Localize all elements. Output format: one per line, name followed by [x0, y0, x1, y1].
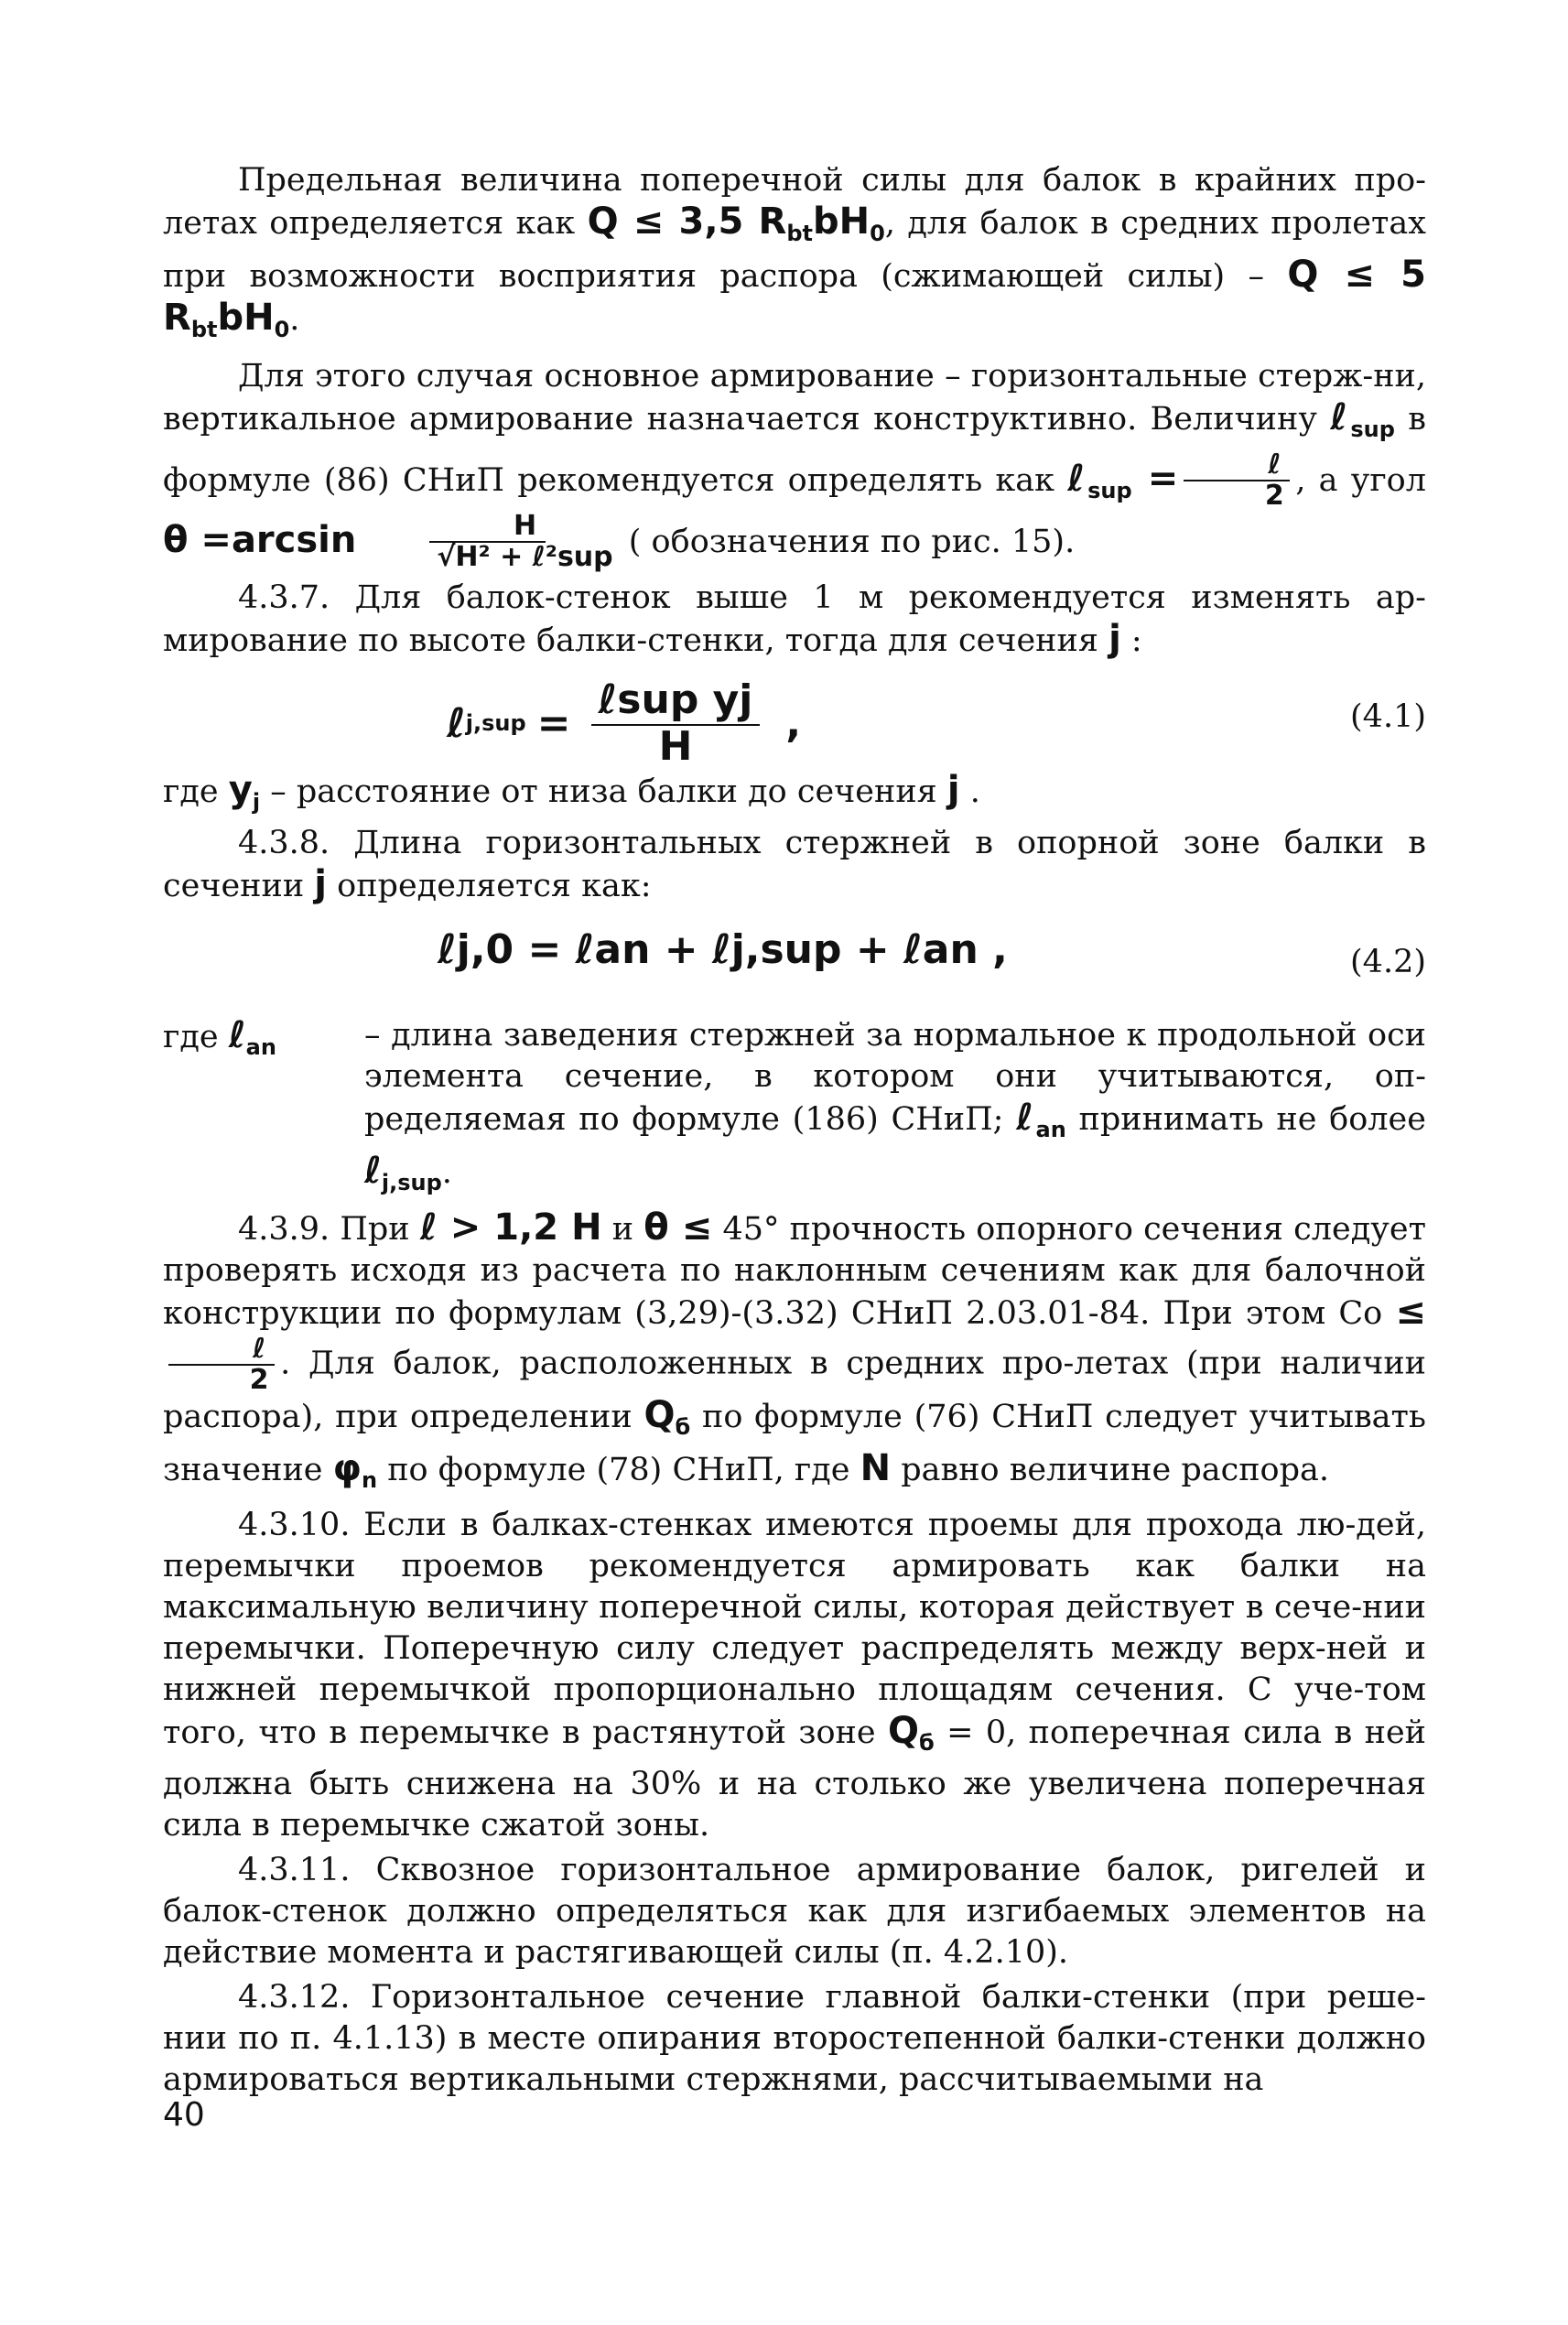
paragraph-4-3-12: 4.3.12. Горизонтальное сечение главной балки-стенки (при реше-нии по п. 4.1.13) в месте опирания второстепенной балки-стенки должно армироваться вертикальными стержнями, рассчитываемыми на: [163, 1979, 1426, 2098]
paragraph-4-3-8: 4.3.8. Длина горизонтальных стержней в опорной зоне балки в сечении j определяется как:: [163, 825, 1426, 905]
equation-4-2: ℓj,0 = ℓan + ℓj,sup + ℓan , (4.2): [163, 911, 1426, 1011]
formula-theta: θ =arcsin $\frac{H}{\text{√H² + ℓ²sup}}$: [163, 510, 613, 573]
paragraph-shear-limit: Предельная величина поперечной силы для балок в крайних про-летах определяется как Q ≤ 3,5 $R_{bt}bH_0$, для балок в средних пролетах при возможности восприятия распора (сжимающей силы) – Q ≤ 5 $R_{bt}bH_0$.: [163, 162, 1427, 342]
symbol-l-sup: ℓ$_{sup}$: [1330, 396, 1395, 442]
paragraph-4-3-9: 4.3.9. При ℓ > 1,2 H и θ ≤ 45° прочность опорного сечения следует проверять исходя из расчета по наклонным сечениям как для балочной конструкции по формулам (3,29)-(3.32) СНиП 2.03.01-84. При этом Со ≤ $\frac{\text{ℓ}}{2}$ . Для балок, расположенных в средних про-летах (при наличии распора), при определении $Q_б$ по формуле (76) СНиП следует учитывать значение $\varphi_n$ по формуле (78) СНиП, где N равно величине распора.: [163, 1206, 1426, 1493]
paragraph-4-3-10: 4.3.10. Если в балках-стенках имеются проемы для прохода лю-дей, перемычки проемов рекомендуется армировать как балки на максимальную величину поперечной силы, которая действует в сече-нии перемычки. Поперечную силу следует распределять между верх-ней и нижней перемычкой пропорционально площадям сечения. С уче-том того, что в перемычке в растянутой зоне $Q_б = 0$, поперечная сила в ней должна быть снижена на 30% и на столько же увеличена поперечная сила в перемычке сжатой зоны.: [163, 1507, 1426, 1844]
equation-number: (4.2): [1350, 944, 1426, 980]
equation-number: (4.1): [1350, 698, 1426, 735]
page-number: 40: [163, 2096, 205, 2134]
formula-l-sup: ℓ$_{sup}$ = $\frac{\text{ℓ}}{2}$: [1067, 458, 1295, 500]
equation-4-1: ℓ j,sup = $\frac{\text{ℓsup yj}}{H}$ , (4.1): [447, 676, 1426, 770]
paragraph-lan-definition: где ℓ$_{an}$ – длина заведения стержней за нормальное к продольной оси элемента сечение, в котором они учитываются, оп-ределяемая по формуле (186) СНиП; ℓ$_{an}$ принимать не более ℓ$_{j,sup}$.: [163, 1014, 1426, 1195]
paragraph-4-3-11: 4.3.11. Сквозное горизонтальное армирование балок, ригелей и балок-стенок должно определяться как для изгибаемых элементов на действие момента и растягивающей силы (п. 4.2.10).: [163, 1852, 1426, 1971]
paragraph-4-3-7: 4.3.7. Для балок-стенок выше 1 м рекомендуется изменять ар-мирование по высоте балки-стенки, тогда для сечения j :: [163, 579, 1426, 660]
paragraph-reinforcement: Для этого случая основное армирование – горизонтальные стерж-ни, вертикальное армирование назначается конструктивно. Величину ℓ$_{sup}$ в формуле (86) СНиП рекомендуется определять как ℓ$_{sup}$ = $\frac{\text{ℓ}}{2}$ , а угол θ =arcsin $\frac{H}{\text{√H² + ℓ²sup}}$ ( обозначения по рис. 15).: [163, 358, 1426, 573]
formula-shear-mid-span: Q ≤ 5 $R_{bt}bH_0$: [163, 254, 1427, 342]
paragraph-yj-definition: где $y_j$ – расстояние от низа балки до сечения j .: [163, 769, 980, 815]
formula-shear-end-span: Q ≤ 3,5 $R_{bt}bH_0$: [587, 200, 885, 246]
main-text: [163, 160, 1426, 2101]
